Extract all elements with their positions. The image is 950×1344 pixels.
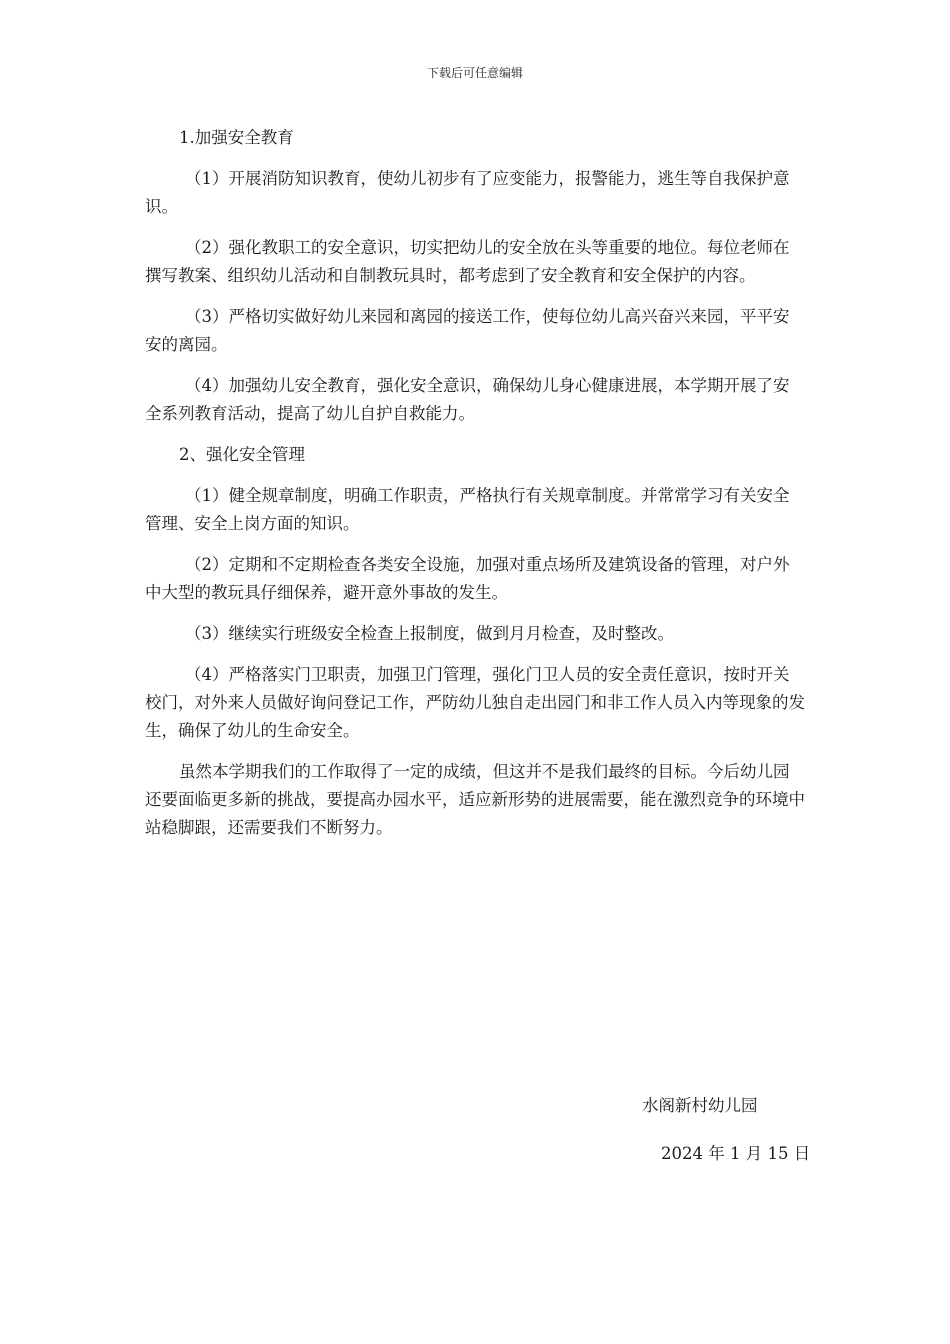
section-heading-safety-management: 2、强化安全管理: [179, 445, 305, 464]
signature-date: 2024 年 1 月 15 日: [661, 1144, 811, 1163]
paragraph: （1）开展消防知识教育，使幼儿初步有了应变能力，报警能力，逃生等自我保护意识。: [145, 169, 790, 216]
closing-paragraph: 虽然本学期我们的工作取得了一定的成绩，但这并不是我们最终的目标。今后幼儿园还要面临更多新的挑战，要提高办园水平，适应新形势的进展需要，能在激烈竞争的环境中站稳脚跟，还需要我们不断努力。: [145, 762, 805, 837]
paragraph: （4）严格落实门卫职责，加强卫门管理，强化门卫人员的安全责任意识，按时开关校门，对外来人员做好询问登记工作，严防幼儿独自走出园门和非工作人员入内等现象的发生，确保了幼儿的生命安全。: [145, 665, 805, 740]
paragraph: （2）定期和不定期检查各类安全设施，加强对重点场所及建筑设备的管理，对户外中大型的教玩具仔细保养，避开意外事故的发生。: [145, 555, 790, 602]
paragraph: （4）加强幼儿安全教育，强化安全意识，确保幼儿身心健康进展，本学期开展了安全系列教育活动，提高了幼儿自护自救能力。: [145, 376, 790, 423]
paragraph: （3）继续实行班级安全检查上报制度，做到月月检查，及时整改。: [185, 624, 674, 643]
page-header-note: 下载后可任意编辑: [426, 66, 523, 80]
document-body: [145, 124, 805, 855]
paragraph: （3）严格切实做好幼儿来园和离园的接送工作，使每位幼儿高兴奋兴来园，平平安安的离园。: [145, 307, 790, 354]
section-heading-safety-education: 1.加强安全教育: [179, 128, 294, 147]
signature-organization: 水阁新村幼儿园: [642, 1096, 758, 1115]
paragraph: （1）健全规章制度，明确工作职责，严格执行有关规章制度。并常常学习有关安全管理、安全上岗方面的知识。: [145, 486, 790, 533]
paragraph: （2）强化教职工的安全意识，切实把幼儿的安全放在头等重要的地位。每位老师在撰写教案、组织幼儿活动和自制教玩具时，都考虑到了安全教育和安全保护的内容。: [145, 238, 790, 285]
